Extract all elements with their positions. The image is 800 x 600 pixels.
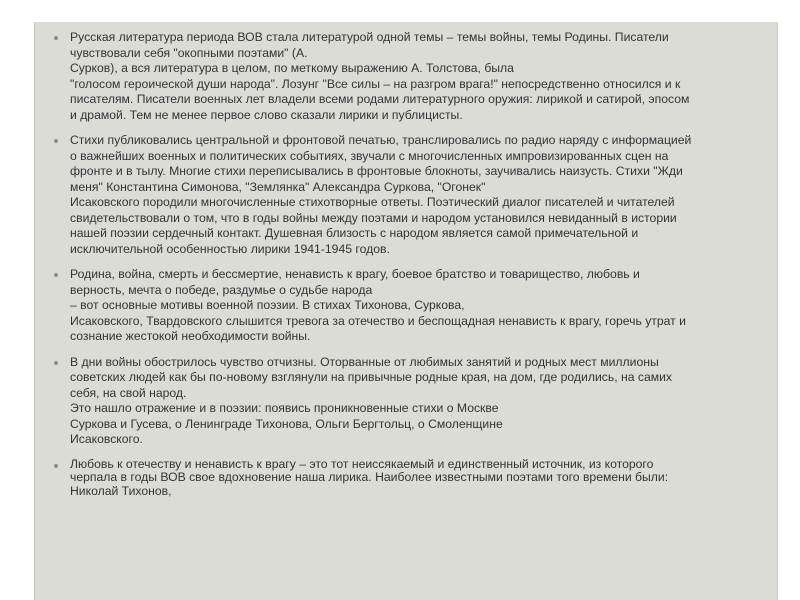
bullet-paragraph-sense-of-homeland <box>54 355 754 448</box>
text-line: Русская литература периода ВОВ стала литературой одной темы – темы войны, темы Родины. Писатели <box>70 30 669 44</box>
text-line: "голосом героической души народа". Лозунг "Все силы – на разгром врага!" непосредственно относился и к <box>70 76 681 91</box>
text-line: – вот основные мотивы военной поэзии. В стихах Тихонова, Суркова, <box>70 298 465 312</box>
bullet-paragraph-wartime-literature <box>54 30 754 123</box>
text-line: В дни войны обострилось чувство отчизны. Оторванные от любимых занятий и родных мест миллионы <box>70 354 659 369</box>
text-line: Любовь к отечеству и ненависть к врагу – это тот неиссякаемый и единственный источник, из которого <box>70 456 654 471</box>
text-line: Николай Тихонов, <box>70 483 172 498</box>
bullet-dot-icon <box>54 361 58 365</box>
bullet-dot-icon <box>54 464 58 468</box>
text-line: черпала в годы ВОВ свое вдохновение наша лирика. Наиболее известными поэтами того времени были: <box>70 470 669 484</box>
bullet-paragraph-main-motifs <box>54 267 754 345</box>
text-line: Исаковского. <box>70 432 143 446</box>
text-line: писателям. Писатели военных лет владели всеми родами литературного оружия: лирикой и сатирой, эпосом <box>70 92 690 106</box>
bullet-dot-icon <box>54 36 58 40</box>
bullet-paragraph-love-and-hatred <box>54 458 754 499</box>
text-line: Суркова и Гусева, о Ленинграде Тихонова, Ольги Бергтольц, о Смоленщине <box>70 416 503 431</box>
text-line: меня" Константина Симонова, "Землянка" Александра Суркова, "Огонек" <box>70 179 486 194</box>
text-line: чувствовали себя "окопными поэтами" (А. <box>70 45 308 60</box>
text-line: Сурков), а вся литература в целом, по меткому выражению А. Толстова, была <box>70 61 514 75</box>
text-line: Это нашло отражение и в поэзии: появись проникновенные стихи о Москве <box>70 401 499 415</box>
bullet-list <box>54 30 754 508</box>
text-line: Исаковского породили многочисленные стихотворные ответы. Поэтический диалог писателей и читателей <box>70 195 675 209</box>
text-line: Стихи публиковались центральной и фронтовой печатью, транслировались по радио наряду с информацией <box>70 133 692 147</box>
text-line: себя, на свой народ. <box>70 385 187 400</box>
text-line: исключительной особенностью лирики 1941-1945 годов. <box>70 241 390 256</box>
text-line: советских людей как бы по-новому взглянули на привычные родные края, на дом, где родились, на самих <box>70 370 673 384</box>
text-line: верность, мечта о победе, раздумье о судьбе народа <box>70 282 373 297</box>
text-line: о важнейших военных и политических событиях, звучали с многочисленных импровизированных сцен на <box>70 148 669 163</box>
text-line: нашей поэзии сердечный контакт. Душевная близость с народом является самой примечательной и <box>70 226 639 240</box>
text-line: Родина, война, смерть и бессмертие, ненависть к врагу, боевое братство и товарищество, любовь и <box>70 267 640 281</box>
text-line: свидетельствовали о том, что в годы войны между поэтами и народом установился невиданный в истории <box>70 210 677 225</box>
text-line: фронте и в тылу. Многие стихи переписывались в фронтовые блокноты, заучивались наизусть. Стихи "Жди <box>70 164 683 178</box>
text-line: сознание жестокой необходимости войны. <box>70 329 311 343</box>
text-line: Исаковского, Твардовского слышится тревога за отечество и беспощадная ненависть к врагу, горечь утрат и <box>70 313 686 328</box>
text-line: и драмой. Тем не менее первое слово сказали лирики и публицисты. <box>70 107 463 122</box>
top-band <box>0 0 800 22</box>
bullet-dot-icon <box>54 139 58 143</box>
bullet-paragraph-poem-publication <box>54 133 754 257</box>
bullet-dot-icon <box>54 273 58 277</box>
